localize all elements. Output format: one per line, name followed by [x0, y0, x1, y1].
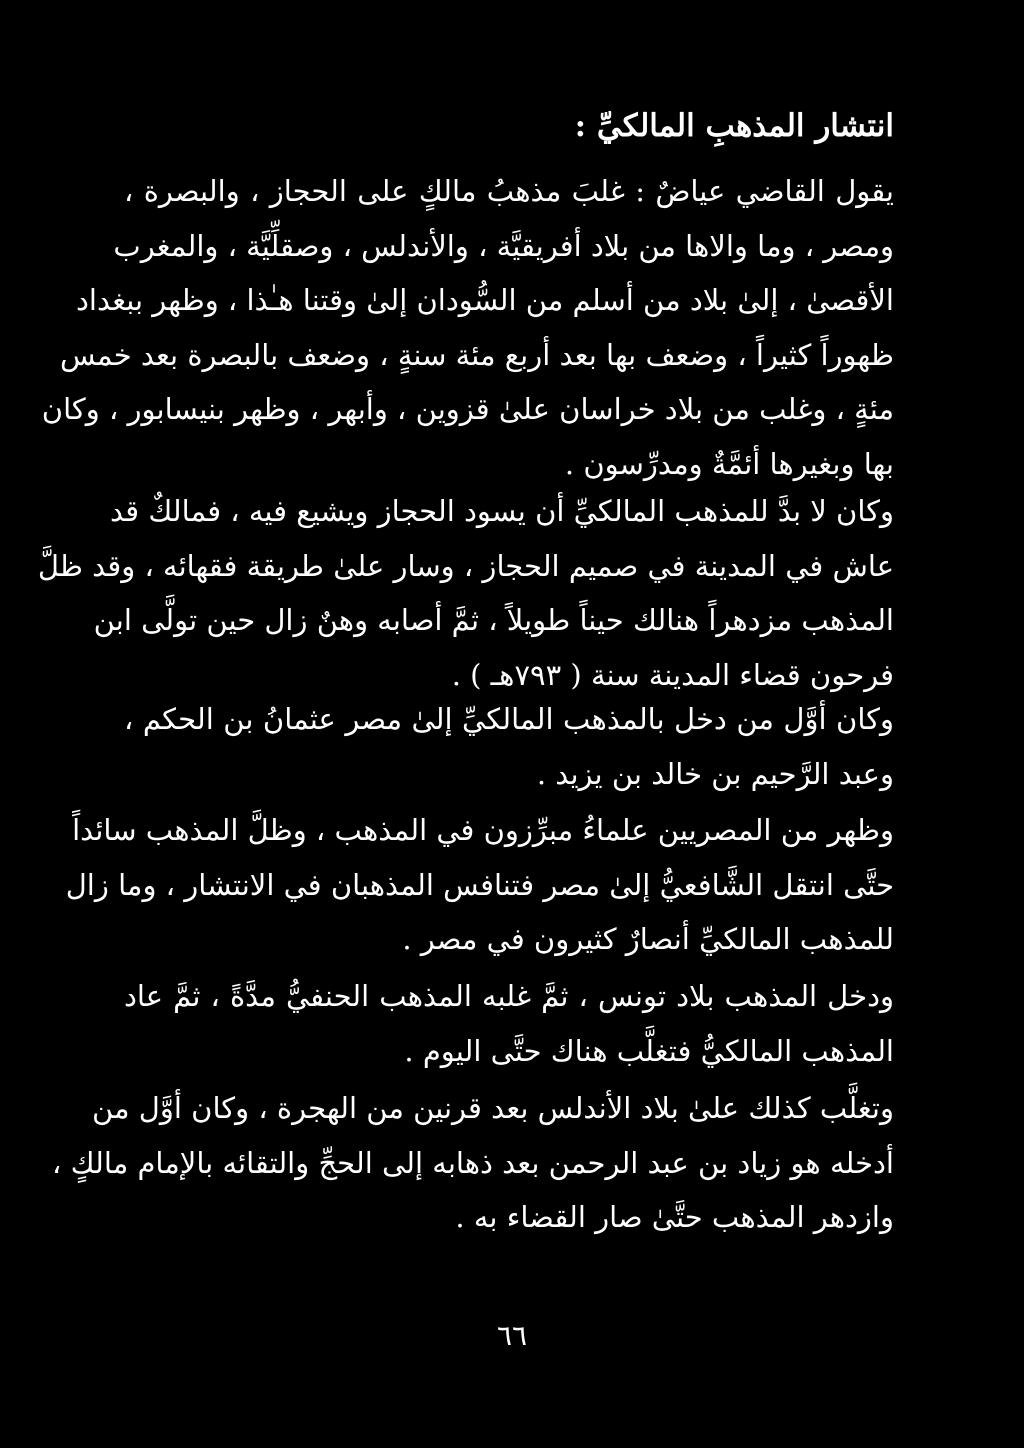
- paragraph-tunis: [124, 969, 894, 1078]
- paragraph-andalus: [52, 1081, 894, 1245]
- text-line: يقول القاضي عياضٌ : غلبَ مذهبُ مالكٍ على الحجاز ، والبصرة ،: [124, 174, 894, 208]
- text-line: للمذهب المالكيِّ أنصارٌ كثيرون في مصر .: [402, 922, 894, 956]
- text-line: وظهر من المصريين علماءُ مبرِّزون في المذهب ، وظلَّ المذهب سائداً: [72, 813, 894, 847]
- text-line: ظهوراً كثيراً ، وضعف بها بعد أربع مئة سنةٍ ، وضعف بالبصرة بعد خمس: [59, 337, 894, 372]
- paragraph-egypt-scholars: [65, 803, 894, 967]
- paragraph-hijaz: [37, 484, 894, 702]
- text-line: بها وبغيرها أئمَّةٌ ومدرِّسون .: [564, 446, 894, 481]
- paragraph-egypt-entry: [124, 692, 894, 801]
- text-line: عاش في المدينة في صميم الحجاز ، وسار علىٰ طريقة فقهائه ، وقد ظلَّ: [37, 548, 894, 583]
- page-number: ٦٦: [496, 1319, 528, 1352]
- text-line: وعبد الرَّحيم بن خالد بن يزيد .: [536, 756, 894, 791]
- text-line: أدخله هو زياد بن عبد الرحمن بعد ذهابه إلى الحجِّ والتقائه بالإمام مالكٍ ،: [52, 1145, 894, 1180]
- text-line: المذهب المالكيُّ فتغلَّب هناك حتَّى اليوم .: [404, 1033, 894, 1068]
- text-line: وتغلَّب كذلك علىٰ بلاد الأندلس بعد قرنين من الهجرة ، وكان أوَّل من: [91, 1091, 894, 1125]
- text-line: وكان أوَّل من دخل بالمذهب المالكيِّ إلىٰ مصر عثمانُ بن الحكم ،: [124, 702, 894, 736]
- text-line: مئةٍ ، وغلب من بلاد خراسان علىٰ قزوين ، وأبهر ، وظهر بنيسابور ، وكان: [41, 392, 894, 426]
- paragraph-spread-summary: [41, 164, 894, 491]
- text-line: فرحون قضاء المدينة سنة ( ٧٩٣هـ ) .: [451, 657, 894, 692]
- text-line: وازدهر المذهب حتَّىٰ صار القضاء به .: [455, 1200, 894, 1234]
- text-line: ومصر ، وما والاها من بلاد أفريقيَّة ، والأندلس ، وصقلِّيَّة ، والمغرب: [113, 228, 894, 263]
- text-line: المذهب مزدهراً هنالك حيناً طويلاً ، ثمَّ أصابه وهنٌ زال حين تولَّى ابن: [93, 603, 894, 637]
- section-heading: انتشار المذهبِ المالكيِّ :: [574, 108, 894, 144]
- text-line: الأقصىٰ ، إلىٰ بلاد من أسلم من السُّودان إلىٰ وقتنا هـٰذا ، وظهر ببغداد: [76, 283, 894, 317]
- text-line: حتَّى انتقل الشَّافعيُّ إلىٰ مصر فتنافس المذهبان في الانتشار ، وما زال: [65, 867, 894, 902]
- text-line: ودخل المذهب بلاد تونس ، ثمَّ غلبه المذهب الحنفيُّ مدَّةً ، ثمَّ عاد: [124, 979, 894, 1013]
- text-line: وكان لا بدَّ للمذهب المالكيِّ أن يسود الحجاز ويشيع فيه ، فمالكٌ قد: [110, 494, 894, 528]
